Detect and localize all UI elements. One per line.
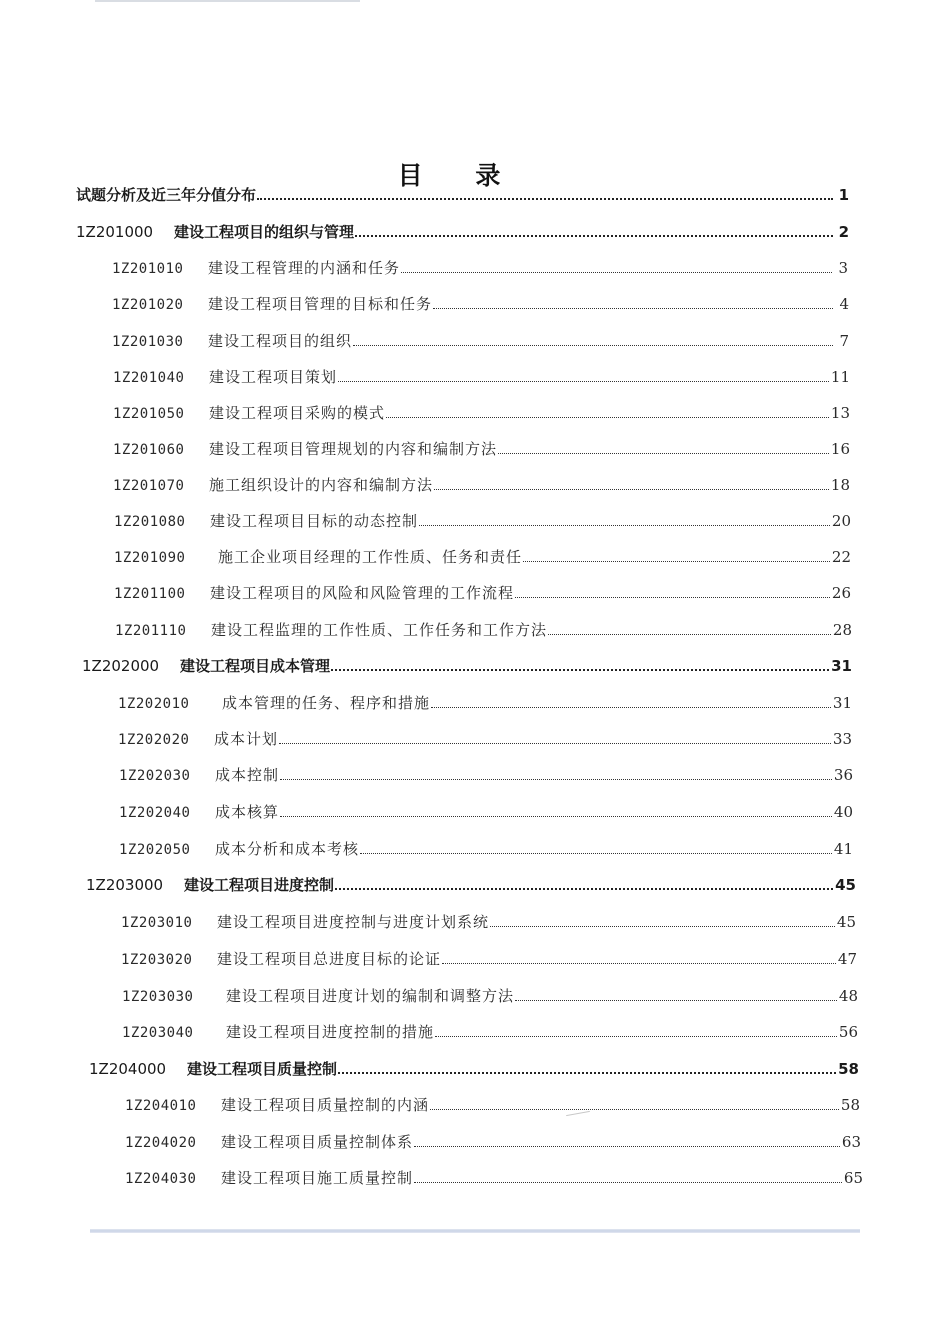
toc-section[interactable]	[113, 438, 850, 464]
toc-entry-label: 建设工程项目进度控制与进度计划系统	[217, 913, 490, 931]
toc-section[interactable]	[112, 293, 849, 319]
toc-section[interactable]	[112, 330, 849, 356]
toc-entry-page: 56	[838, 1023, 858, 1041]
toc-entry-page: 58	[840, 1096, 860, 1114]
toc-entry-label: 成本管理的任务、程序和措施	[222, 694, 431, 712]
toc-section[interactable]	[125, 1131, 861, 1157]
toc-entry-label: 建设工程项目策划	[209, 368, 338, 386]
toc-entry-page: 40	[833, 803, 853, 821]
footer-rule	[90, 1229, 860, 1233]
toc-entry-page: 22	[831, 548, 851, 566]
toc-entry-label: 建设工程项目施工质量控制	[221, 1169, 414, 1187]
toc-entry-code: 1Z204030	[125, 1171, 197, 1187]
toc-section[interactable]	[113, 366, 850, 392]
toc-entry-label: 成本计划	[214, 730, 279, 748]
dot-leader	[401, 272, 832, 273]
toc-entry-code: 1Z203010	[121, 915, 193, 931]
dot-leader	[280, 816, 832, 817]
toc-section[interactable]	[114, 546, 851, 572]
toc-entry-label: 建设工程项目质量控制体系	[221, 1133, 414, 1151]
toc-entry-page: 16	[830, 440, 850, 458]
dot-leader	[431, 707, 831, 708]
toc-entry-page: 1	[838, 186, 849, 204]
toc-entry-label: 建设工程项目的风险和风险管理的工作流程	[210, 584, 515, 602]
dot-leader	[338, 381, 829, 382]
toc-entry-code: 1Z203030	[122, 989, 194, 1005]
toc-entry-page: 11	[830, 368, 850, 386]
dot-leader	[515, 597, 830, 598]
toc-entry-label: 建设工程项目采购的模式	[209, 404, 386, 422]
toc-entry-page: 18	[830, 476, 850, 494]
toc-entry-label: 建设工程项目管理规划的内容和编制方法	[209, 440, 498, 458]
toc-entry-code: 1Z201070	[113, 478, 185, 494]
dot-leader	[419, 525, 830, 526]
toc-entry-code: 1Z201040	[113, 370, 185, 386]
toc-entry-code: 1Z202050	[119, 842, 191, 858]
toc-entry-page: 28	[832, 621, 852, 639]
toc-chapter[interactable]	[82, 655, 852, 681]
dot-leader	[331, 669, 829, 671]
toc-entry-code: 1Z202040	[119, 805, 191, 821]
dot-leader	[338, 1072, 836, 1074]
toc-entry-label: 建设工程项目的组织与管理	[174, 223, 355, 241]
toc-section[interactable]	[119, 801, 853, 827]
toc-entry-page: 65	[843, 1169, 863, 1187]
toc-entry-page: 58	[838, 1060, 859, 1078]
dot-leader	[498, 453, 829, 454]
dot-leader	[523, 561, 830, 562]
toc-entry-code: 1Z201000	[76, 223, 154, 241]
dot-leader	[353, 345, 833, 346]
toc-entry-label: 建设工程项目进度计划的编制和调整方法	[226, 987, 515, 1005]
toc-entry-code: 1Z201080	[114, 514, 186, 530]
toc-entry-code: 1Z202000	[82, 657, 160, 675]
toc-entry-label: 成本分析和成本考核	[215, 840, 360, 858]
toc-entry-page: 13	[830, 404, 850, 422]
toc-section[interactable]	[119, 764, 853, 790]
toc-entry-page: 36	[833, 766, 853, 784]
toc-entry-code: 1Z201020	[112, 297, 184, 313]
toc-entry-page: 7	[839, 332, 849, 350]
dot-leader	[414, 1182, 842, 1183]
toc-section[interactable]	[118, 728, 852, 754]
toc-entry-page: 33	[832, 730, 852, 748]
toc-entry-page: 20	[831, 512, 851, 530]
toc-entry-label: 建设工程项目进度控制	[184, 876, 335, 894]
toc-entry-label: 建设工程项目成本管理	[180, 657, 331, 675]
toc-entry-code: 1Z201100	[114, 586, 186, 602]
toc-entry-code: 1Z201110	[115, 623, 187, 639]
toc-entry-label: 建设工程项目的组织	[208, 332, 353, 350]
toc-entry-code: 1Z202020	[118, 732, 190, 748]
dot-leader	[279, 743, 831, 744]
toc-entry-label: 成本核算	[215, 803, 280, 821]
dot-leader	[433, 308, 833, 309]
dot-leader	[355, 235, 833, 237]
dot-leader	[257, 198, 833, 200]
toc-entry-label: 施工组织设计的内容和编制方法	[209, 476, 434, 494]
toc-entry-code: 1Z203000	[86, 876, 164, 894]
toc-section[interactable]	[121, 948, 857, 974]
dot-leader	[335, 888, 833, 890]
dot-leader	[515, 1000, 837, 1001]
toc-entry-code: 1Z203020	[121, 952, 193, 968]
dot-leader	[414, 1146, 840, 1147]
toc-entry-label: 建设工程管理的内涵和任务	[208, 259, 401, 277]
toc-section[interactable]	[112, 257, 848, 283]
toc-entry-page: 63	[841, 1133, 861, 1151]
toc-entry-page: 26	[831, 584, 851, 602]
toc-entry-page: 47	[837, 950, 857, 968]
toc-entry-code: 1Z204010	[125, 1098, 197, 1114]
toc-entry-code: 1Z201010	[112, 261, 184, 277]
toc-entry-label: 建设工程监理的工作性质、工作任务和工作方法	[211, 621, 548, 639]
toc-section[interactable]	[115, 619, 852, 645]
dot-leader	[360, 853, 832, 854]
dot-leader	[386, 417, 829, 418]
toc-section[interactable]	[113, 402, 850, 428]
toc-entry-code: 1Z201090	[114, 550, 186, 566]
dot-leader	[490, 926, 835, 927]
toc-section[interactable]	[121, 911, 856, 937]
toc-section[interactable]	[114, 582, 851, 608]
dot-leader	[280, 779, 832, 780]
toc-section[interactable]	[118, 692, 852, 718]
toc-section[interactable]	[125, 1094, 860, 1120]
toc-section[interactable]	[114, 510, 851, 536]
toc-entry-code: 1Z204000	[89, 1060, 167, 1078]
toc-entry-page: 41	[833, 840, 853, 858]
dot-leader	[434, 489, 829, 490]
dot-leader	[435, 1036, 837, 1037]
toc-entry-label: 建设工程项目管理的目标和任务	[208, 295, 433, 313]
toc-chapter[interactable]	[76, 221, 849, 247]
toc-entry-code: 1Z201030	[112, 334, 184, 350]
toc-entry-label: 成本控制	[215, 766, 280, 784]
toc-entry-page: 4	[839, 295, 849, 313]
toc-entry-page: 45	[836, 913, 856, 931]
toc-entry-page: 48	[838, 987, 858, 1005]
toc-entry-code: 1Z202030	[119, 768, 191, 784]
toc-entry-label: 建设工程项目进度控制的措施	[226, 1023, 435, 1041]
toc-entry-page: 31	[831, 657, 852, 675]
toc-section[interactable]	[125, 1167, 863, 1193]
toc-entry-label: 建设工程项目质量控制	[187, 1060, 338, 1078]
toc-section[interactable]	[113, 474, 850, 500]
toc-entry-page: 31	[832, 694, 852, 712]
toc-chapter[interactable]	[86, 874, 856, 900]
dot-leader	[548, 634, 831, 635]
toc-chapter[interactable]	[89, 1058, 859, 1084]
toc-entry-label: 建设工程项目质量控制的内涵	[221, 1096, 430, 1114]
toc-entry[interactable]	[76, 184, 849, 210]
dot-leader	[430, 1109, 839, 1110]
toc-entry-code: 1Z204020	[125, 1135, 197, 1151]
toc-section[interactable]	[119, 838, 853, 864]
toc-entry-page: 45	[835, 876, 856, 894]
toc-entry-label: 建设工程项目目标的动态控制	[210, 512, 419, 530]
toc-entry-page: 3	[838, 259, 848, 277]
toc-section[interactable]	[122, 1021, 858, 1047]
page-title: 目 录	[397, 160, 523, 190]
toc-entry-code: 1Z201060	[113, 442, 185, 458]
toc-entry-label: 施工企业项目经理的工作性质、任务和责任	[218, 548, 523, 566]
toc-entry-code: 1Z202010	[118, 696, 190, 712]
toc-section[interactable]	[122, 985, 858, 1011]
toc-entry-code: 1Z201050	[113, 406, 185, 422]
toc-entry-code: 1Z203040	[122, 1025, 194, 1041]
dot-leader	[442, 963, 836, 964]
toc-entry-page: 2	[838, 223, 849, 241]
toc-entry-label: 建设工程项目总进度目标的论证	[217, 950, 442, 968]
toc-entry-label: 试题分析及近三年分值分布	[76, 186, 257, 204]
